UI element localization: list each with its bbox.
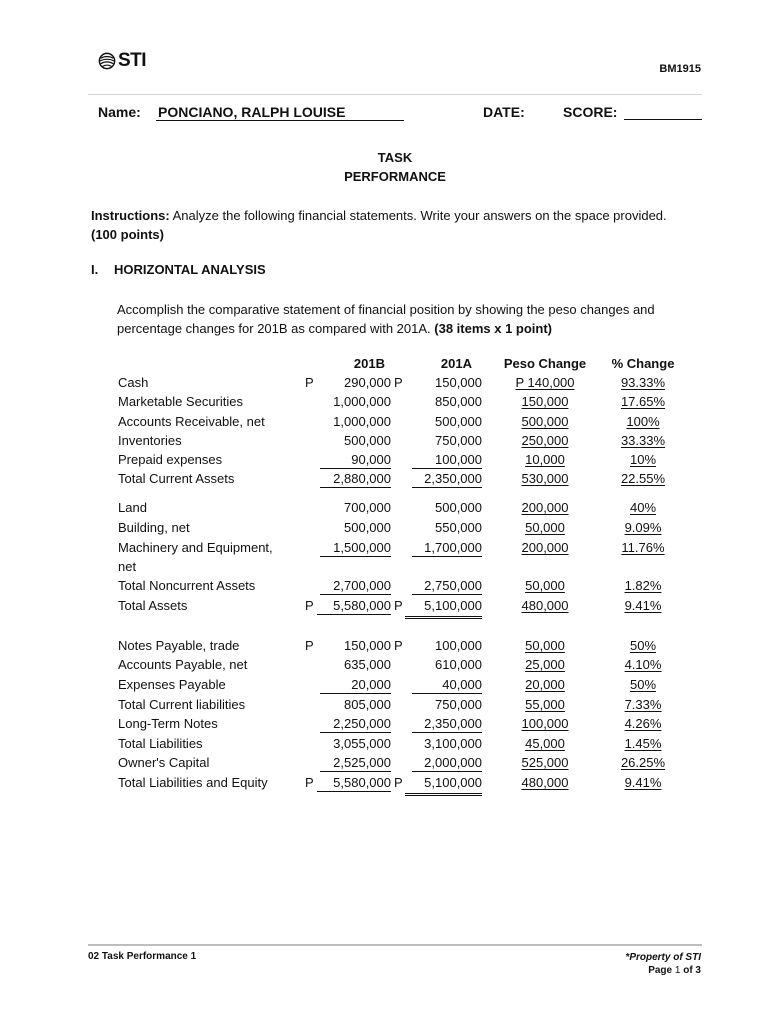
table-row <box>0 578 768 598</box>
footer-property: *Property of STI <box>625 952 701 963</box>
underline-201b <box>320 556 391 557</box>
row-label-continued: net <box>118 559 137 574</box>
row-label: Notes Payable, trade <box>118 638 240 653</box>
value-201b: 2,525,000 <box>333 755 391 770</box>
peso-change-value: 50,000 <box>525 638 565 653</box>
double-rule-201a <box>405 616 482 619</box>
table-row <box>0 755 768 775</box>
section-number: I. <box>91 262 99 277</box>
col-header-pct-change: % Change <box>611 356 675 371</box>
value-201a: 500,000 <box>435 414 482 429</box>
value-201a: 5,100,000 <box>424 598 482 613</box>
table-row <box>0 775 768 795</box>
value-201a: 850,000 <box>435 394 482 409</box>
underline-201b <box>320 693 391 694</box>
row-label: Land <box>118 500 147 515</box>
currency-symbol: P <box>305 775 314 790</box>
pct-change-value: 9.09% <box>624 520 662 535</box>
table-row <box>0 657 768 677</box>
table-row <box>0 375 768 395</box>
underline-201b <box>317 791 391 792</box>
row-label: Total Assets <box>118 598 188 613</box>
sti-logo <box>98 50 146 72</box>
currency-symbol: P <box>394 598 403 613</box>
value-201a: 550,000 <box>435 520 482 535</box>
underline-201b <box>317 614 391 615</box>
table-row <box>0 638 768 658</box>
value-201b: 150,000 <box>344 638 391 653</box>
col-header-201b: 201B <box>353 356 385 371</box>
col-header-201a: 201A <box>440 356 472 371</box>
score-blank <box>624 119 702 120</box>
instructions-points: (100 points) <box>91 227 164 242</box>
underline-201a <box>412 732 482 733</box>
underline-201a <box>412 771 482 772</box>
table-row <box>0 452 768 472</box>
pct-change-value: 22.55% <box>620 471 666 486</box>
table-row <box>0 716 768 736</box>
footer-divider <box>88 944 702 946</box>
currency-symbol: P <box>305 598 314 613</box>
table-row <box>0 520 768 540</box>
pct-change-value: 11.76% <box>621 540 665 555</box>
value-201a: 2,000,000 <box>424 755 482 770</box>
row-label: Accounts Receivable, net <box>118 414 265 429</box>
value-201b: 5,580,000 <box>333 598 391 613</box>
value-201b: 1,500,000 <box>333 540 391 555</box>
value-201b: 20,000 <box>351 677 391 692</box>
peso-change-value: 20,000 <box>525 677 565 692</box>
section-title: HORIZONTAL ANALYSIS <box>114 262 266 277</box>
row-label: Long-Term Notes <box>118 716 218 731</box>
peso-change-value: 200,000 <box>521 540 569 555</box>
table-row <box>0 414 768 434</box>
name-label: Name: <box>98 104 141 120</box>
pct-change-value: 10% <box>629 452 657 467</box>
doc-id: BM1915 <box>659 63 701 75</box>
footer-page-label: Page <box>648 965 673 976</box>
table-row <box>0 697 768 717</box>
pct-change-value: 7.33% <box>624 697 662 712</box>
score-label: SCORE: <box>563 104 618 120</box>
row-label: Expenses Payable <box>118 677 226 692</box>
peso-change-value: 50,000 <box>525 578 565 593</box>
table-row <box>0 540 768 574</box>
peso-change-value: 250,000 <box>521 433 569 448</box>
table-row <box>0 433 768 453</box>
currency-symbol: P <box>394 775 403 790</box>
value-201a: 500,000 <box>435 500 482 515</box>
task-points: (38 items x 1 point) <box>434 321 553 336</box>
pct-change-value: 40% <box>629 500 657 515</box>
task-description <box>117 300 707 338</box>
row-label: Total Liabilities and Equity <box>118 775 268 790</box>
underline-201a <box>412 693 482 694</box>
peso-change-value: 200,000 <box>521 500 569 515</box>
row-label: Total Noncurrent Assets <box>118 578 256 593</box>
instructions-label: Instructions: <box>91 208 170 223</box>
task-text: Accomplish the comparative statement of financial position by showing the peso changes and percentage changes for 201B as compared with 201A. <box>117 302 655 336</box>
table-row <box>0 500 768 520</box>
row-label: Total Liabilities <box>118 736 203 751</box>
peso-change-value: 55,000 <box>525 697 565 712</box>
table-row <box>0 736 768 756</box>
sti-globe-icon <box>98 52 116 70</box>
currency-symbol: P <box>394 638 403 653</box>
peso-change-value: 480,000 <box>521 598 569 613</box>
value-201b: 2,250,000 <box>333 716 391 731</box>
pct-change-value: 26.25% <box>620 755 666 770</box>
logo-text: STI <box>118 50 147 71</box>
value-201b: 5,580,000 <box>333 775 391 790</box>
pct-change-value: 1.82% <box>624 578 662 593</box>
row-label: Cash <box>118 375 149 390</box>
underline-201b <box>320 487 391 488</box>
value-201b: 500,000 <box>344 433 391 448</box>
pct-change-value: 17.65% <box>620 394 666 409</box>
value-201b: 805,000 <box>344 697 391 712</box>
pct-change-value: 1.45% <box>624 736 662 751</box>
pct-change-value: 50% <box>629 638 657 653</box>
row-label: Total Current Assets <box>118 471 235 486</box>
value-201a: 750,000 <box>435 697 482 712</box>
value-201b: 1,000,000 <box>333 414 391 429</box>
underline-201a <box>412 594 482 595</box>
row-label: Total Current liabilities <box>118 697 246 712</box>
peso-change-value: 45,000 <box>525 736 565 751</box>
value-201b: 1,000,000 <box>333 394 391 409</box>
value-201b: 700,000 <box>344 500 391 515</box>
value-201b: 635,000 <box>344 657 391 672</box>
table-row <box>0 677 768 697</box>
peso-change-value: 480,000 <box>521 775 569 790</box>
footer-info <box>625 951 701 977</box>
peso-change-value: P 140,000 <box>515 375 575 390</box>
value-201b: 290,000 <box>344 375 391 390</box>
pct-change-value: 33.33% <box>620 433 666 448</box>
table-row <box>0 471 768 491</box>
instructions <box>91 206 706 244</box>
underline-201b <box>320 771 391 772</box>
value-201a: 100,000 <box>435 638 482 653</box>
row-label: Machinery and Equipment, <box>118 540 273 555</box>
row-label: Owner's Capital <box>118 755 210 770</box>
peso-change-value: 25,000 <box>525 657 565 672</box>
footer-page-of: of 3 <box>683 965 701 976</box>
value-201a: 750,000 <box>435 433 482 448</box>
value-201a: 100,000 <box>435 452 482 467</box>
table-row <box>0 598 768 618</box>
pct-change-value: 9.41% <box>624 598 662 613</box>
underline-201a <box>412 556 482 557</box>
pct-change-value: 93.33% <box>620 375 666 390</box>
value-201b: 500,000 <box>344 520 391 535</box>
date-label: DATE: <box>483 104 525 120</box>
peso-change-value: 530,000 <box>521 471 569 486</box>
title-task: TASK <box>377 150 413 165</box>
peso-change-value: 10,000 <box>525 452 565 467</box>
pct-change-value: 4.26% <box>624 716 662 731</box>
underline-201b <box>320 468 391 469</box>
peso-change-value: 525,000 <box>521 755 569 770</box>
row-label: Building, net <box>118 520 190 535</box>
row-label: Marketable Securities <box>118 394 243 409</box>
pct-change-value: 100% <box>626 414 660 429</box>
value-201a: 40,000 <box>442 677 482 692</box>
value-201b: 2,880,000 <box>333 471 391 486</box>
currency-symbol: P <box>305 375 314 390</box>
pct-change-value: 4.10% <box>624 657 662 672</box>
value-201a: 5,100,000 <box>424 775 482 790</box>
underline-201a <box>412 487 482 488</box>
value-201a: 2,750,000 <box>424 578 482 593</box>
value-201a: 2,350,000 <box>424 716 482 731</box>
currency-symbol: P <box>394 375 403 390</box>
underline-201b <box>320 732 391 733</box>
row-label: Prepaid expenses <box>118 452 223 467</box>
table-row <box>0 394 768 414</box>
pct-change-value: 50% <box>629 677 657 692</box>
pct-change-value: 9.41% <box>624 775 662 790</box>
peso-change-value: 100,000 <box>521 716 569 731</box>
double-rule-201a <box>405 793 482 796</box>
name-value: PONCIANO, RALPH LOUISE <box>156 104 404 121</box>
value-201b: 90,000 <box>351 452 391 467</box>
footer-doc-title: 02 Task Performance 1 <box>88 951 197 962</box>
title-performance: PERFORMANCE <box>344 169 446 184</box>
value-201b: 2,700,000 <box>333 578 391 593</box>
peso-change-value: 500,000 <box>521 414 569 429</box>
value-201b: 3,055,000 <box>333 736 391 751</box>
value-201a: 610,000 <box>435 657 482 672</box>
value-201a: 2,350,000 <box>424 471 482 486</box>
row-label: Accounts Payable, net <box>118 657 248 672</box>
underline-201a <box>412 468 482 469</box>
peso-change-value: 150,000 <box>521 394 569 409</box>
col-header-peso-change: Peso Change <box>503 356 587 371</box>
underline-201b <box>320 594 391 595</box>
value-201a: 1,700,000 <box>424 540 482 555</box>
header-divider <box>88 94 702 95</box>
name-field <box>156 104 404 121</box>
footer-page-number: 1 <box>674 965 681 976</box>
value-201a: 3,100,000 <box>424 736 482 751</box>
value-201a: 150,000 <box>435 375 482 390</box>
row-label: Inventories <box>118 433 182 448</box>
currency-symbol: P <box>305 638 314 653</box>
instructions-text: Analyze the following financial statements. Write your answers on the space provided. <box>169 208 667 223</box>
peso-change-value: 50,000 <box>525 520 565 535</box>
